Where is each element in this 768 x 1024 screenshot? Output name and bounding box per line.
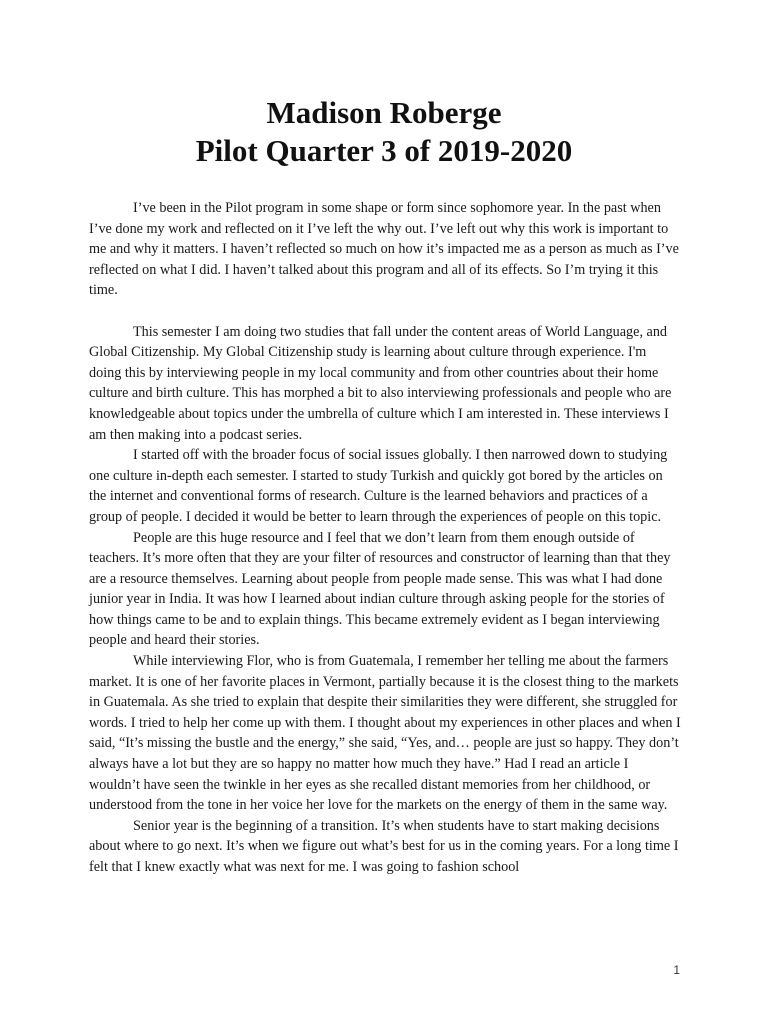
document-subtitle: Pilot Quarter 3 of 2019-2020 — [195, 133, 573, 168]
author-name: Madison Roberge — [266, 95, 502, 130]
paragraph: I’ve been in the Pilot program in some shape or form since sophomore year. In the past when I’ve done my work and reflected on it I’ve left the why out. I’ve left out why this work is important to me and why it matters. I haven’t reflected so much on how it’s impacted me as a person as much as I’ve reflected on what I did. I haven’t talked about this program and all of its effects. So I’m trying it this time. — [89, 200, 679, 299]
paragraph: Senior year is the beginning of a transition. It’s when students have to start making decisions about where to go next. It’s when we figure out what’s best for us in the coming years. For a long time I felt that I knew exactly what was next for me. I was going to fashion school — [89, 817, 679, 875]
paragraph: While interviewing Flor, who is from Guatemala, I remember her telling me about the farmers market. It is one of her favorite places in Vermont, partially because it is the closest thing to the markets in Guatemala. As she tried to explain that despite their similarities they were different, she struggled for words. I tried to help her come up with them. I thought about my experiences in other places and when I said, “It’s missing the bustle and the energy,” she said, “Yes, and… people are just so happy. They don’t always have a lot but they are so happy no matter how much they have.” Had I read an article I wouldn’t have seen the twinkle in her eyes as she recalled distant memories from her childhood, or understood from the tone in her voice her love for the markets on the energy of them in the same way. — [89, 653, 681, 814]
paragraph: I started off with the broader focus of social issues globally. I then narrowed down to studying one culture in-depth each semester. I started to study Turkish and quickly got bored by the articles on the internet and conventional forms of research. Culture is the learned behaviors and practices of a group of people. I decided it would be better to learn through the experiences of people on this topic. — [89, 447, 668, 525]
paragraph: People are this huge resource and I feel that we don’t learn from them enough outside of teachers. It’s more often that they are your filter of resources and constructor of learning than that they are a resource themselves. Learning about people from people made sense. This was what I had done junior year in India. It was how I learned about indian culture through asking people for the stories of how things came to be and to explain things. This became extremely evident as I began interviewing people and heard their stories. — [89, 529, 671, 649]
page-number: 1 — [673, 963, 680, 977]
paragraph: This semester I am doing two studies that fall under the content areas of World Language, and Global Citizenship. My Global Citizenship study is learning about culture through experience. I'm doing this by interviewing people in my local community and from other countries about their home culture and birth culture. This has morphed a bit to also interviewing professionals and people who are knowledgeable about topics under the umbrella of culture which I am interested in. These interviews I am then making into a podcast series. — [89, 323, 672, 443]
title-block — [0, 94, 768, 170]
body-text — [89, 198, 681, 878]
